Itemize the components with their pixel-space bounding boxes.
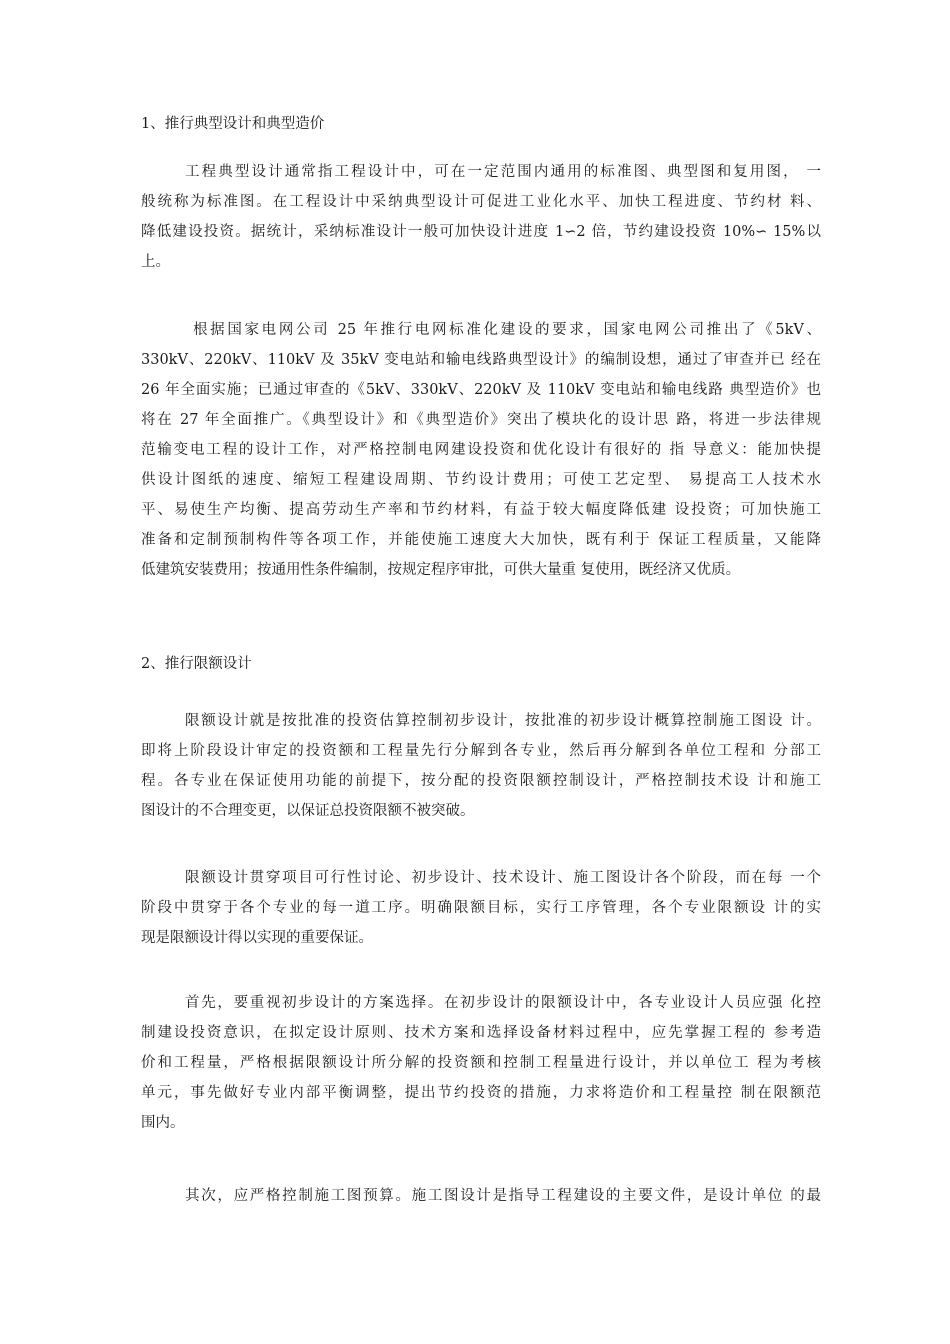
text-line: 限额设计就是按批准的投资估算控制初步设计，按批准的初步设计概算控制施工图设 计。 xyxy=(185,713,821,729)
text-line: 单元，事先做好专业内部平衡调整，提出节约投资的措施，力求将造价和工程量控 制在限额范 xyxy=(141,1085,821,1101)
paragraph xyxy=(141,315,821,585)
text-line: 程。各专业在保证使用功能的前提下，按分配的投资限额控制设计，严格控制技术设 计和施工 xyxy=(141,773,821,789)
text-line: 其次，应严格控制施工图预算。施工图设计是指导工程建设的主要文件，是设计单位 的最 xyxy=(185,1188,821,1204)
text-line: 330kV、220kV、110kV 及 35kV 变电站和输电线路典型设计》的编制设想，通过了审查并已 经在 xyxy=(141,352,821,368)
paragraph xyxy=(141,863,821,953)
text-line: 现是限额设计得以实现的重要保证。 xyxy=(141,930,373,946)
text-line: 范输变电工程的设计工作，对严格控制电网建设投资和优化设计有很好的 指 导意义：能加快提 xyxy=(141,442,821,458)
text-line: 低建筑安装费用；按通用性条件编制，按规定程序审批，可供大量重 复使用，既经济又优质。 xyxy=(141,562,741,578)
text-line: 限额设计贯穿项目可行性讨论、初步设计、技术设计、施工图设计各个阶段，而在每 一个 xyxy=(185,870,821,886)
text-line: 将在 27 年全面推广。《典型设计》和《典型造价》突出了模块化的设计思 路，将进一步法律规 xyxy=(141,412,821,428)
paragraph xyxy=(141,157,821,277)
text-line: 围内。 xyxy=(141,1115,185,1131)
text-line: 26 年全面实施；已通过审查的《5kV、330kV、220kV 及 110kV 变电站和输电线路 典型造价》也 xyxy=(141,382,821,398)
text-line: 般统称为标准图。在工程设计中采纳典型设计可促进工业化水平、加快工程进度、节约材 料、 xyxy=(141,194,821,210)
text-line: 阶段中贯穿于各个专业的每一道工序。明确限额目标，实行工序管理，各个专业限额设 计的实 xyxy=(141,900,821,916)
text-line: 根据国家电网公司 25 年推行电网标准化建设的要求，国家电网公司推出了《5kV、 xyxy=(193,322,821,338)
text-line: 价和工程量，严格根据限额设计所分解的投资额和控制工程量进行设计，并以单位工 程为考核 xyxy=(141,1055,821,1071)
text-line: 降低建设投资。据统计，采纳标准设计一般可加快设计进度 1∽2 倍，节约建设投资 10%∽ 15%以 xyxy=(141,224,821,240)
section-heading: 2、推行限额设计 xyxy=(141,656,252,672)
text-line: 平、易使生产均衡、提高劳动生产率和节约材料，有益于较大幅度降低建 设投资；可加快施工 xyxy=(141,502,821,518)
text-line: 供设计图纸的速度、缩短工程建设周期、节约设计费用；可使工艺定型、 易提高工人技术水 xyxy=(141,472,821,488)
text-line: 准备和定制预制构件等各项工作，并能使施工速度大大加快，既有利于 保证工程质量，又能降 xyxy=(141,532,821,548)
paragraph xyxy=(141,706,821,826)
paragraph xyxy=(141,988,821,1138)
text-line: 图设计的不合理变更，以保证总投资限额不被突破。 xyxy=(141,803,475,819)
text-line: 工程典型设计通常指工程设计中，可在一定范围内通用的标准图、典型图和复用图， 一 xyxy=(185,164,821,180)
paragraph xyxy=(141,1181,821,1211)
text-line: 首先，要重视初步设计的方案选择。在初步设计的限额设计中，各专业设计人员应强 化控 xyxy=(185,995,821,1011)
section-heading: 1、推行典型设计和典型造价 xyxy=(141,116,325,132)
text-line: 即将上阶段设计审定的投资额和工程量先行分解到各专业，然后再分解到各单位工程和 分部工 xyxy=(141,743,821,759)
text-line: 制建设投资意识，在拟定设计原则、技术方案和选择设备材料过程中，应先掌握工程的 参考造 xyxy=(141,1025,821,1041)
text-line: 上。 xyxy=(141,254,170,270)
